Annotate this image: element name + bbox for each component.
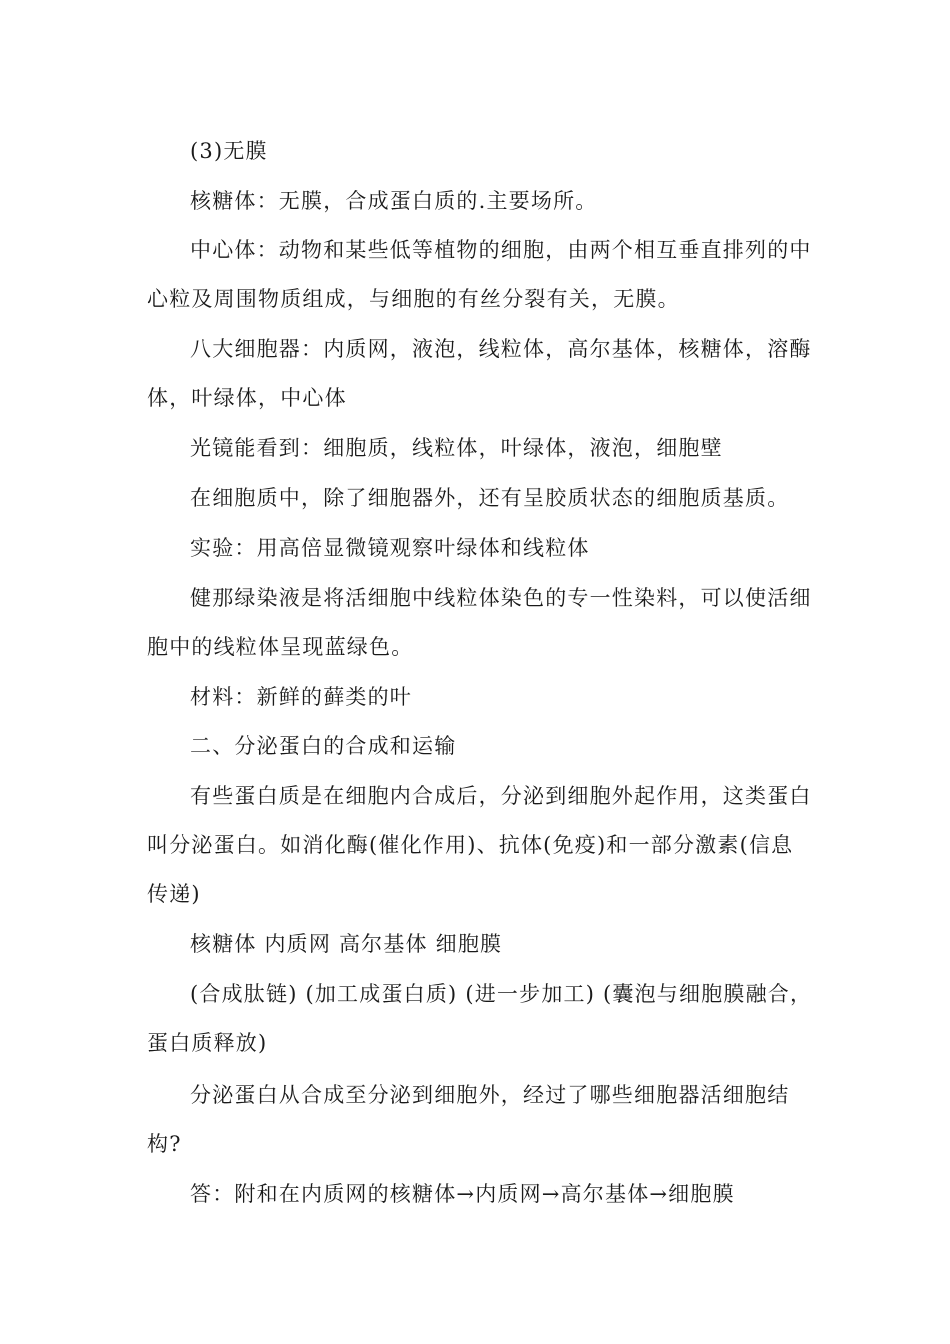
paragraph-answer: 答：附和在内质网的核糖体→内质网→高尔基体→细胞膜 <box>190 1182 735 1206</box>
paragraph-secretory-protein-definition: 有些蛋白质是在细胞内合成后，分泌到细胞外起作用，这类蛋白叫分泌蛋白。如消化酶(催化作用)、抗体(免疫)和一部分激素(信息传递) <box>147 784 812 906</box>
section-heading-secretory-protein: 二、分泌蛋白的合成和运输 <box>190 734 457 758</box>
paragraph-eight-organelles: 八大细胞器：内质网，液泡，线粒体，高尔基体，核糖体，溶酶体，叶绿体，中心体 <box>147 337 812 410</box>
paragraph-experiment: 实验：用高倍显微镜观察叶绿体和线粒体 <box>190 536 590 560</box>
paragraph-janus-green: 健那绿染液是将活细胞中线粒体染色的专一性染料，可以使活细胞中的线粒体呈现蓝绿色。 <box>147 586 812 659</box>
paragraph-process-steps: (合成肽链) (加工成蛋白质) (进一步加工) (囊泡与细胞膜融合，蛋白质释放) <box>147 982 813 1055</box>
paragraph-question: 分泌蛋白从合成至分泌到细胞外，经过了哪些细胞器活细胞结构? <box>147 1083 790 1156</box>
paragraph-material: 材料：新鲜的藓类的叶 <box>190 685 412 709</box>
paragraph-ribosome: 核糖体：无膜，合成蛋白质的.主要场所。 <box>190 189 598 213</box>
paragraph-light-microscope: 光镜能看到：细胞质，线粒体，叶绿体，液泡，细胞壁 <box>190 436 723 460</box>
paragraph-heading-no-membrane: (3)无膜 <box>190 139 268 163</box>
paragraph-organelle-sequence: 核糖体 内质网 高尔基体 细胞膜 <box>190 932 503 956</box>
paragraph-cytoplasm-matrix: 在细胞质中，除了细胞器外，还有呈胶质状态的细胞质基质。 <box>190 486 790 510</box>
paragraph-centrosome: 中心体：动物和某些低等植物的细胞，由两个相互垂直排列的中心粒及周围物质组成，与细胞的有丝分裂有关，无膜。 <box>147 238 812 311</box>
